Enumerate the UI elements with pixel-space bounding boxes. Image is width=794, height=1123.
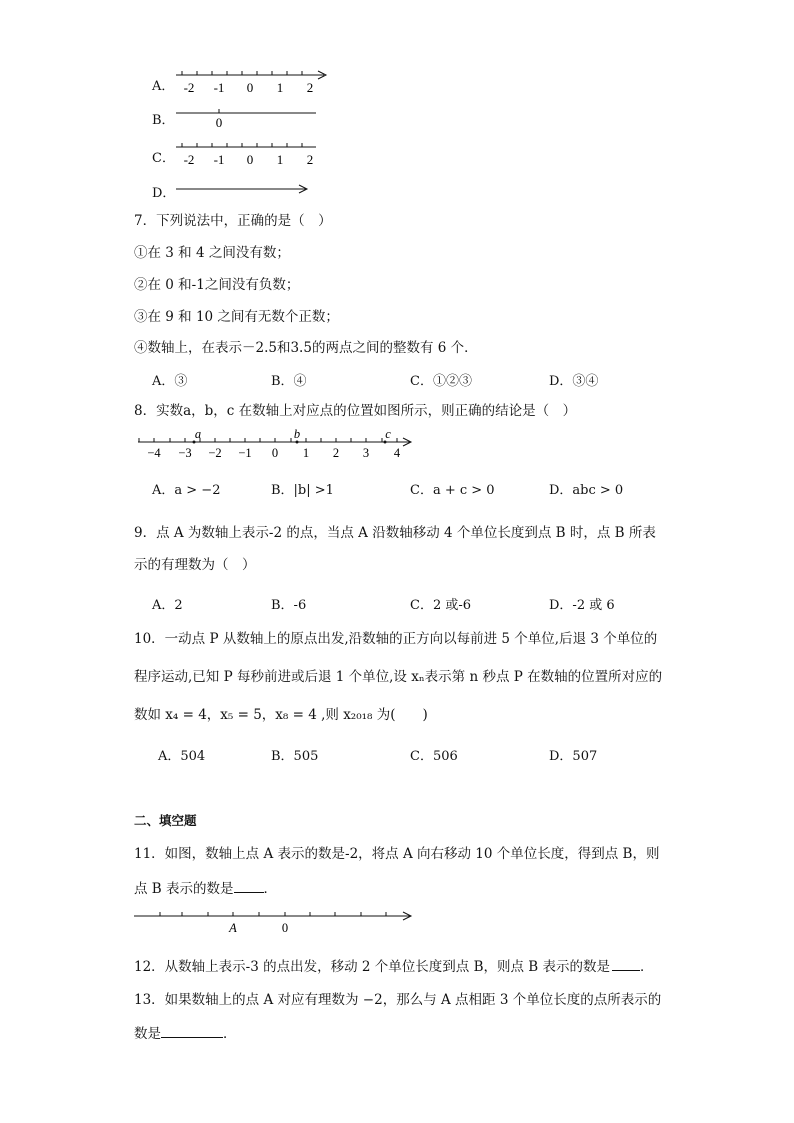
q7-statement: ④数轴上，在表示－2.5和3.5的两点之间的整数有 6 个． (134, 340, 478, 356)
q9-stem-line1: 9．点 A 为数轴上表示-2 的点，当点 A 沿数轴移动 4 个单位长度到点 B 时，点 B 所表 (134, 525, 656, 541)
q8-stem: 8．实数a，b，c 在数轴上对应点的位置如图所示，则正确的结论是（ ） (134, 403, 577, 419)
q13-line2-text: 数是 (134, 1026, 161, 1042)
q7-statement: ③在 9 和 10 之间有无数个正数； (134, 309, 339, 325)
answer-blank[interactable] (161, 1024, 223, 1038)
q8-option-c: C．a + c > 0 (410, 483, 495, 498)
q7-option-a: A．③ (152, 374, 188, 389)
q10-option-c: C．506 (410, 749, 458, 764)
q12-end: ． (640, 959, 654, 975)
point-label-b: b (293, 427, 301, 441)
point-label-c: c (385, 427, 391, 441)
q10-option-b: B．505 (271, 749, 319, 764)
tick-label: 1 (276, 80, 284, 95)
q12-text: 12．从数轴上表示-3 的点出发，移动 2 个单位长度到点 B，则点 B 表示的数是 (134, 959, 611, 975)
q11-number-line (130, 906, 420, 936)
q11-line1: 11．如图，数轴上点 A 表示的数是-2，将点 A 向右移动 10 个单位长度，得到点 B，则 (134, 846, 660, 862)
tick-label: 0 (246, 80, 254, 95)
q10-option-a: A．504 (158, 749, 206, 764)
q7-option-c: C．①②③ (410, 374, 472, 389)
tick-label: 2 (332, 446, 340, 460)
q11-line2-text: 点 B 表示的数是 (134, 881, 234, 897)
tick-label: −3 (178, 446, 192, 460)
option-label: C． (152, 151, 175, 166)
number-line-b (172, 104, 322, 130)
q9-option-a: A．2 (152, 598, 183, 613)
q7-option-b: B．④ (271, 374, 307, 389)
q9-option-d: D．-2 或 6 (549, 598, 615, 613)
q10-line1: 10．一动点 P 从数轴上的原点出发,沿数轴的正方向以每前进 5 个单位,后退 3 个单位的 (134, 631, 658, 647)
q7-statement: ①在 3 和 4 之间没有数； (134, 245, 290, 261)
tick-label: -1 (213, 152, 225, 167)
tick-label: −1 (238, 446, 252, 460)
option-label: A． (152, 79, 175, 94)
tick-label: 3 (362, 446, 370, 460)
origin-label: 0 (281, 921, 289, 935)
tick-label: 1 (276, 152, 284, 167)
arrow-line-d (172, 182, 312, 198)
tick-label: 0 (271, 446, 279, 460)
tick-label: -2 (183, 80, 195, 95)
tick-label: 1 (302, 446, 310, 460)
number-line-a (172, 66, 332, 96)
q11-line2 (134, 879, 277, 898)
answer-blank[interactable] (612, 957, 640, 971)
q13-line2-end: ． (223, 1026, 237, 1042)
tick-label: 4 (393, 446, 401, 460)
point-label-a: a (194, 427, 202, 441)
q8-option-d: D．abc > 0 (549, 483, 624, 498)
point-label-a: A (229, 921, 237, 935)
q9-option-b: B．-6 (271, 598, 307, 613)
answer-blank[interactable] (234, 879, 264, 893)
q9-option-c: C．2 或-6 (410, 598, 472, 613)
tick-label: -1 (213, 80, 225, 95)
q11-line2-end: ． (263, 881, 278, 897)
q8-option-a: A．a > −2 (152, 483, 221, 498)
q7-statement: ②在 0 和-1之间没有负数； (134, 277, 300, 293)
tick-label: −2 (208, 446, 222, 460)
tick-label: 0 (246, 152, 254, 167)
q13-line2 (134, 1024, 237, 1043)
tick-label: −4 (147, 446, 161, 460)
option-label: D． (152, 186, 176, 201)
tick-label: 2 (306, 152, 314, 167)
q8-option-b: B．|b| >1 (271, 483, 334, 498)
section-title: 二、填空题 (134, 813, 197, 828)
q10-option-d: D．507 (549, 749, 598, 764)
q10-line2: 程序运动,已知 P 每秒前进或后退 1 个单位,设 xₙ表示第 n 秒点 P 在数轴的位置所对应的 (134, 669, 663, 685)
tick-label: 0 (215, 115, 223, 130)
q9-stem-line2: 示的有理数为（ ） (134, 557, 256, 573)
q8-number-line (132, 426, 422, 462)
number-line-c (172, 138, 322, 168)
q10-line3: 数如 x₄ = 4，x₅ = 5，x₈ = 4 ,则 x₂₀₁₈ 为( ) (134, 707, 428, 723)
q7-option-d: D．③④ (549, 374, 599, 389)
tick-label: 2 (306, 80, 314, 95)
question-12 (134, 957, 654, 976)
q7-stem: 7．下列说法中，正确的是（ ） (134, 213, 332, 229)
q13-line1: 13．如果数轴上的点 A 对应有理数为 −2，那么与 A 点相距 3 个单位长度的点所表示的 (134, 992, 662, 1008)
option-label: B． (152, 113, 175, 128)
tick-label: -2 (183, 152, 195, 167)
